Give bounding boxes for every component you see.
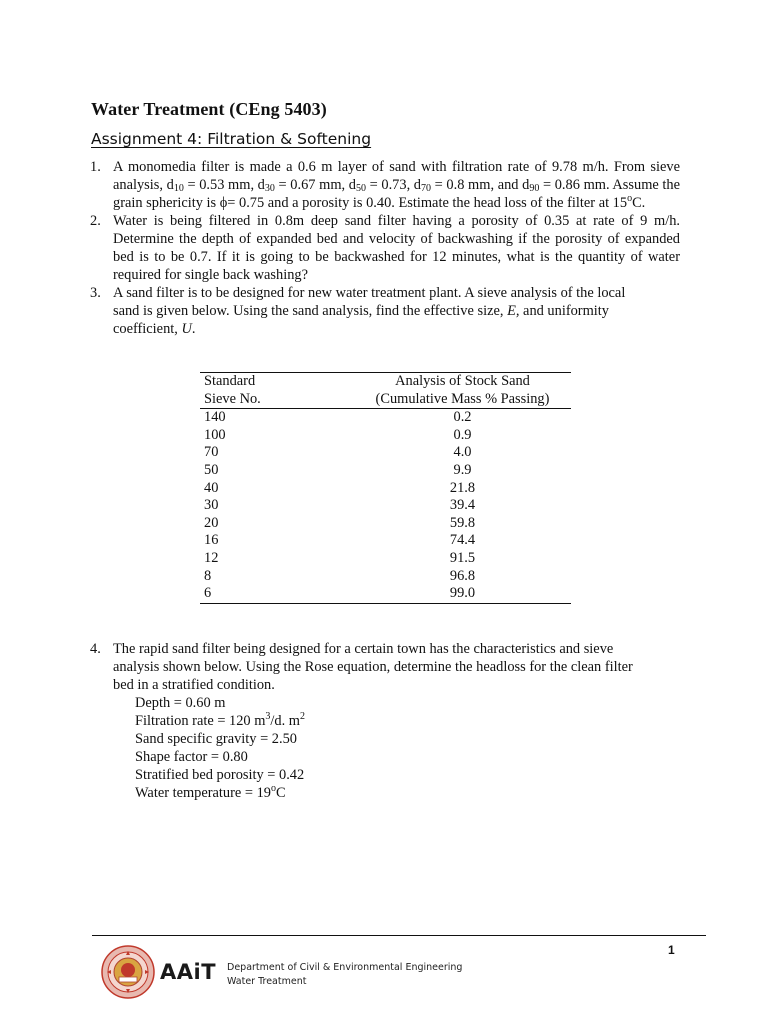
q1-text-f: = 0.86 mm. Assume the grain sphericity is ϕ= 0.75 and a porosity is 0.40. Estimate the head loss of the filter at 15 — [113, 177, 681, 211]
question-2 — [90, 212, 680, 284]
mass-passing-cell: 39.4 — [449, 497, 476, 514]
q1-sub-10: 10 — [173, 183, 184, 194]
sieve-number-cell: 40 — [204, 479, 219, 496]
q3-line-2a: sand is given below. Using the sand analysis, find the effective size, — [113, 303, 508, 319]
q1-sub-90: 90 — [529, 183, 540, 194]
header-analysis-2: (Cumulative Mass % Passing) — [354, 391, 571, 409]
q1-degree-sup: o — [627, 193, 633, 204]
q1-text-b: = 0.53 mm, d — [183, 177, 265, 193]
q3-line-3b: . — [191, 321, 196, 337]
param-porosity: Stratified bed porosity = 0.42 — [135, 767, 305, 783]
q3-line-3a: coefficient, — [113, 321, 182, 337]
table-row — [200, 550, 571, 568]
table-row — [200, 585, 571, 603]
brand-wordmark: AAiT — [160, 960, 217, 984]
question-3 — [90, 284, 680, 338]
q1-sub-30: 30 — [264, 183, 275, 194]
question-4 — [90, 640, 680, 694]
temp-degree-sup: o — [271, 783, 277, 794]
question-1 — [90, 158, 680, 212]
table-header-row — [200, 373, 571, 391]
question-4-body — [90, 640, 680, 694]
course-name-footer: Water Treatment — [227, 976, 307, 987]
table-row — [200, 480, 571, 498]
table-row — [200, 515, 571, 533]
param-water-temperature — [135, 784, 305, 802]
sieve-analysis-table — [200, 372, 571, 604]
table-row — [200, 497, 571, 515]
q4-line-2: analysis shown below. Using the Rose equation, determine the headloss for the clean filter — [113, 659, 633, 675]
table-row — [200, 532, 571, 550]
sieve-number-cell: 70 — [204, 444, 219, 461]
sieve-number-cell: 100 — [204, 426, 226, 443]
table-header-row — [200, 391, 571, 409]
param-specific-gravity: Sand specific gravity = 2.50 — [135, 731, 297, 747]
q3-line-2b: and uniformity — [519, 303, 609, 319]
header-sieve-1: Standard — [200, 373, 354, 391]
sieve-number-cell: 20 — [204, 514, 219, 531]
rate-sup-1: 3 — [265, 711, 271, 722]
param-depth: Depth = 0.60 m — [135, 695, 226, 711]
q1-text-a: A monomedia filter is made a 0.6 m layer of sand with filtration rate of 9.78 m/h. From sieve analysis, d — [113, 159, 680, 193]
table-row — [200, 568, 571, 586]
mass-passing-cell: 0.9 — [453, 426, 472, 443]
rate-sup-2: 2 — [300, 711, 306, 722]
sieve-number-cell: 140 — [204, 409, 226, 426]
question-4-number: 4. — [90, 641, 101, 657]
mass-passing-cell: 74.4 — [449, 532, 476, 549]
param-filtration-rate — [135, 712, 305, 730]
temp-text-a: Water temperature = 19 — [135, 785, 272, 801]
filter-parameters — [135, 694, 305, 802]
sieve-number-cell: 6 — [200, 585, 354, 603]
q1-text-d: = 0.73, d — [365, 177, 422, 193]
department-name: Department of Civil & Environmental Engineering — [227, 962, 463, 973]
q3-line-1: A sand filter is to be designed for new water treatment plant. A sieve analysis of the local — [113, 285, 626, 301]
table-row — [200, 409, 571, 427]
question-3-number: 3. — [90, 285, 101, 301]
mass-passing-cell: 9.9 — [453, 461, 472, 478]
mass-passing-cell: 4.0 — [453, 444, 472, 461]
q1-sub-70: 70 — [421, 183, 432, 194]
university-seal-icon — [101, 945, 155, 999]
page-number: 1 — [668, 943, 675, 957]
mass-passing-cell: 59.8 — [449, 514, 476, 531]
question-1-number: 1. — [90, 159, 101, 175]
q1-text-c: = 0.67 mm, d — [274, 177, 356, 193]
assignment-title: Assignment 4: Filtration & Softening — [91, 130, 372, 148]
q3-line-2 — [113, 302, 680, 320]
table-row — [200, 462, 571, 480]
header-sieve-2: Sieve No. — [200, 391, 354, 409]
q3-symbol-u: U — [181, 321, 192, 337]
table-row — [200, 427, 571, 445]
param-shape-factor: Shape factor = 0.80 — [135, 749, 248, 765]
q4-line-3: bed in a stratified condition. — [113, 677, 275, 693]
table-body — [200, 409, 571, 604]
question-2-text: Water is being filtered in 0.8m deep sand filter having a porosity of 0.35 at rate of 9 m/h. Determine the depth of expanded bed and velocity of backwashing if the porosity of expanded bed is to be 0.7. If it is going to be backwashed for 12 minutes, what is the quantity of water required for single back washing? — [113, 213, 680, 283]
mass-passing-cell: 99.0 — [354, 585, 571, 603]
question-list — [90, 158, 680, 338]
sieve-number-cell: 8 — [204, 567, 212, 584]
sieve-number-cell: 30 — [204, 497, 219, 514]
q3-symbol-e: E, — [507, 303, 520, 319]
q1-sub-50: 50 — [355, 183, 366, 194]
table-row — [200, 444, 571, 462]
q4-line-1: The rapid sand filter being designed for a certain town has the characteristics and sieve — [113, 641, 614, 657]
mass-passing-cell: 21.8 — [449, 479, 476, 496]
question-2-number: 2. — [90, 213, 101, 229]
sieve-number-cell: 12 — [204, 549, 219, 566]
sieve-table-wrap — [200, 372, 571, 604]
mass-passing-cell: 96.8 — [449, 567, 476, 584]
sieve-number-cell: 50 — [204, 461, 219, 478]
q1-text-g: C. — [632, 195, 646, 211]
q3-line-3 — [113, 320, 680, 338]
q1-text-e: = 0.8 mm, and d — [431, 177, 530, 193]
course-title: Water Treatment (CEng 5403) — [91, 99, 327, 119]
header-analysis-1: Analysis of Stock Sand — [354, 373, 571, 391]
footer-divider — [92, 935, 706, 936]
mass-passing-cell: 91.5 — [449, 549, 476, 566]
sieve-number-cell: 16 — [204, 532, 219, 549]
rate-text-a: Filtration rate = 120 m — [135, 713, 266, 729]
footer-department — [227, 961, 462, 989]
rate-text-b: /d. m — [270, 713, 301, 729]
mass-passing-cell: 0.2 — [453, 409, 472, 426]
temp-text-b: C — [276, 785, 286, 801]
